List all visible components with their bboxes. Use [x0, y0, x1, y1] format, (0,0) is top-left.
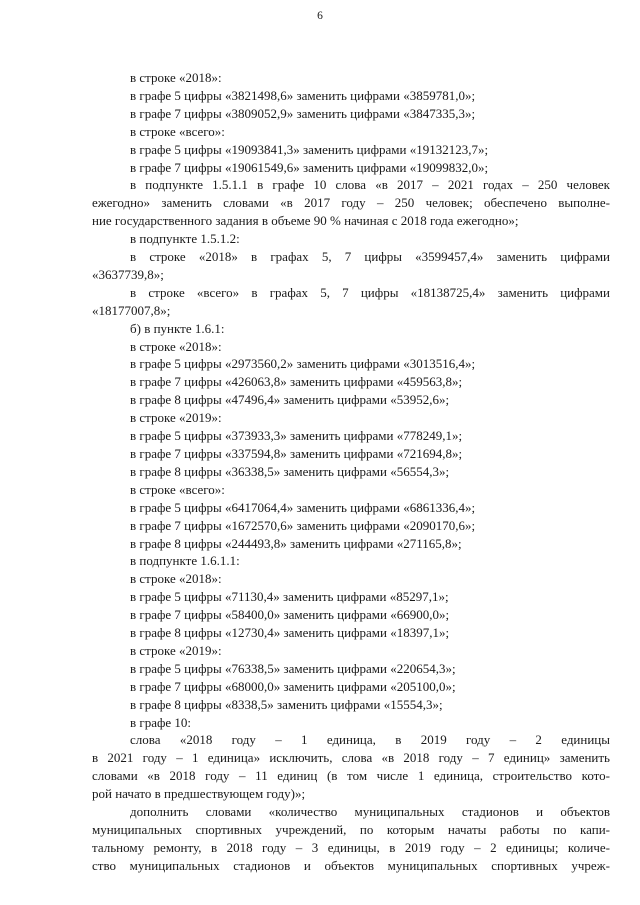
text-line: в строке «2019»:: [130, 410, 222, 426]
text-line: рой начато в предшествующем году)»;: [92, 786, 306, 802]
text-line: в графе 8 цифры «36338,5» заменить цифрами «56554,3»;: [130, 463, 450, 479]
text-line: в строке «всего» в графах 5, 7 цифры «18138725,4» заменить цифрами: [130, 284, 610, 300]
text-line: муниципальных спортивных учреждений, по которым начаты работы по капи-: [92, 821, 610, 837]
text-line: в строке «2018» в графах 5, 7 цифры «3599457,4» заменить цифрами: [130, 249, 610, 265]
page-number: 6: [317, 10, 323, 22]
text-line: в графе 5 цифры «6417064,4» заменить цифрами «6861336,4»;: [130, 499, 476, 515]
text-line: в графе 8 цифры «47496,4» заменить цифрами «53952,6»;: [130, 392, 450, 408]
text-line: «3637739,8»;: [92, 266, 164, 282]
text-line: слова «2018 году – 1 единица, в 2019 году – 2 единицы: [130, 732, 610, 748]
text-line: в строке «2018»:: [130, 70, 222, 85]
text-line: в графе 8 цифры «8338,5» заменить цифрами «15554,3»;: [130, 696, 443, 712]
text-line: ство муниципальных стадионов и объектов муниципальных спортивных учреж-: [92, 857, 610, 873]
text-line: в графе 5 цифры «19093841,3» заменить цифрами «19132123,7»;: [130, 141, 489, 157]
text-line: в строке «2018»:: [130, 571, 222, 587]
text-line: в строке «всего»:: [130, 123, 225, 139]
text-line: в графе 8 цифры «12730,4» заменить цифрами «18397,1»;: [130, 625, 450, 641]
text-line: б) в пункте 1.6.1:: [130, 320, 225, 336]
text-line: в подпункте 1.5.1.1 в графе 10 слова «в 2017 – 2021 годах – 250 человек: [130, 177, 610, 193]
text-line: в строке «2018»:: [130, 338, 222, 354]
text-line: в графе 7 цифры «19061549,6» заменить цифрами «19099832,0»;: [130, 159, 489, 175]
text-line: в графе 7 цифры «337594,8» заменить цифрами «721694,8»;: [130, 445, 463, 461]
text-line: в строке «2019»:: [130, 642, 222, 658]
text-line: в 2021 году – 1 единица» исключить, слова «в 2018 году – 7 единиц» заменить: [92, 750, 610, 766]
text-line: ние государственного задания в объеме 90 % начиная с 2018 года ежегодно»;: [92, 213, 519, 229]
text-line: в графе 5 цифры «3821498,6» заменить цифрами «3859781,0»;: [130, 87, 476, 103]
text-line: в графе 5 цифры «71130,4» заменить цифрами «85297,1»;: [130, 589, 449, 605]
text-line: «18177007,8»;: [92, 302, 171, 318]
text-line: в графе 5 цифры «76338,5» заменить цифрами «220654,3»;: [130, 660, 456, 676]
text-line: в графе 10:: [130, 714, 192, 730]
text-line: словами «в 2018 году – 11 единиц (в том числе 1 единица, строительство кото-: [92, 768, 610, 784]
text-line: в графе 7 цифры «58400,0» заменить цифрами «66900,0»;: [130, 607, 450, 623]
text-line: в графе 7 цифры «68000,0» заменить цифрами «205100,0»;: [130, 678, 456, 694]
text-line: в графе 7 цифры «1672570,6» заменить цифрами «2090170,6»;: [130, 517, 476, 533]
text-line: в графе 5 цифры «2973560,2» заменить цифрами «3013516,4»;: [130, 356, 476, 372]
text-line: в строке «всего»:: [130, 481, 225, 497]
text-line: в графе 7 цифры «3809052,9» заменить цифрами «3847335,3»;: [130, 105, 476, 121]
text-line: в графе 5 цифры «373933,3» заменить цифрами «778249,1»;: [130, 428, 463, 444]
text-line: тальному ремонту, в 2018 году – 3 единицы, в 2019 году – 2 единицы; количе-: [92, 839, 610, 855]
document-body: [92, 69, 610, 875]
text-line: ежегодно» заменить словами «в 2017 году – 250 человек; обеспечено выполне-: [92, 195, 610, 211]
text-line: в подпункте 1.6.1.1:: [130, 553, 240, 569]
text-line: в графе 7 цифры «426063,8» заменить цифрами «459563,8»;: [130, 374, 463, 390]
text-line: в подпункте 1.5.1.2:: [130, 231, 240, 247]
text-line: в графе 8 цифры «244493,8» заменить цифрами «271165,8»;: [130, 535, 462, 551]
text-line: дополнить словами «количество муниципальных стадионов и объектов: [130, 804, 610, 820]
